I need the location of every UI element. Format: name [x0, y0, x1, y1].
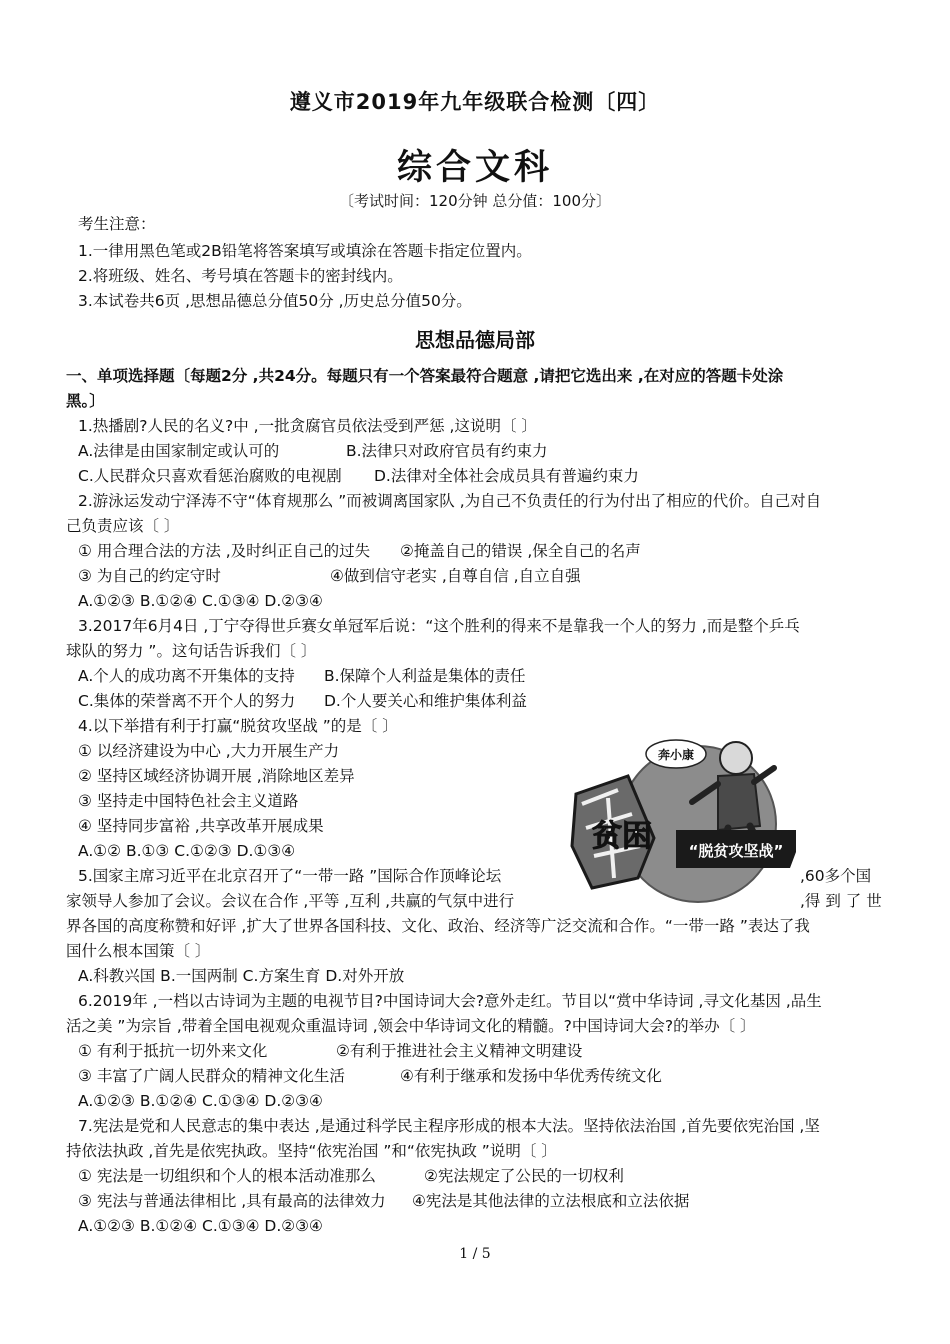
q1-option-d: D.法律对全体社会成员具有普遍约束力 [374, 467, 639, 485]
q2-stem-line1: 2.游泳运发动宁泽涛不守“体育规那么 ”而被调离国家队 ,为自己不负责任的行为付出了相应的代价。自己对自 [78, 492, 822, 510]
q3-option-a: A.个人的成功离不开集体的支持 [78, 667, 295, 685]
exam-title: 遵义市2019年九年级联合检测〔四〕 [289, 90, 661, 114]
speech-bubble-text: 奔小康 [657, 748, 695, 762]
part-heading-line1: 一、单项选择题〔每题2分 ,共24分。每题只有一个答案最符合题意 ,请把它选出来 ,在对应的答题卡处涂 [66, 367, 784, 385]
q2-statement-2: ②掩盖自己的错误 ,保全自己的名声 [400, 542, 641, 560]
notice-heading: 考生注意： [78, 215, 156, 233]
q5-line1-right: ,60多个国 [800, 867, 872, 885]
poverty-cartoon [568, 728, 808, 906]
banner-text: “脱贫攻坚战” [688, 842, 784, 860]
q3-stem-line1: 3.2017年6月4日 ,丁宁夺得世乒赛女单冠军后说：“这个胜利的得来不是靠我一个人的努力 ,而是整个乒乓 [78, 617, 800, 635]
q4-choices: A.①② B.①③ C.①②③ D.①③④ [78, 842, 296, 860]
q3-option-b: B.保障个人利益是集体的责任 [324, 667, 526, 685]
q4-statement-4: ④ 坚持同步富裕 ,共享改革开展成果 [78, 817, 324, 835]
q6-choices: A.①②③ B.①②④ C.①③④ D.②③④ [78, 1092, 323, 1110]
q5-choices: A.科教兴国 B.一国两制 C.方案生育 D.对外开放 [78, 967, 405, 985]
q5-line2-left: 家领导人参加了会议。会议在合作 ,平等 ,互利 ,共赢的气氛中进行 [66, 892, 515, 910]
q3-option-c: C.集体的荣誉离不开个人的努力 [78, 692, 296, 710]
q7-stem-line2: 持依法执政 ,首先是依宪执政。坚持“依宪治国 ”和“依宪执政 ”说明〔 〕 [66, 1142, 557, 1160]
q3-option-d: D.个人要关心和维护集体利益 [324, 692, 527, 710]
q5-line1-left: 5.国家主席习近平在北京召开了“一带一路 ”国际合作顶峰论坛 [78, 867, 502, 885]
q4-statement-1: ① 以经济建设为中心 ,大力开展生产力 [78, 742, 340, 760]
q2-statement-4: ④做到信守老实 ,自尊自信 ,自立自强 [330, 567, 581, 585]
q3-stem-line2: 球队的努力 ”。这句话告诉我们〔 〕 [66, 642, 317, 660]
notice-item-2: 2.将班级、姓名、考号填在答题卡的密封线内。 [78, 267, 403, 285]
q2-stem-line2: 己负责应该〔 〕 [66, 517, 180, 535]
q7-statement-2: ②宪法规定了公民的一切权利 [424, 1167, 624, 1185]
exam-subject: 综合文科 [396, 148, 553, 188]
q1-option-c: C.人民群众只喜欢看惩治腐败的电视剧 [78, 467, 342, 485]
q7-choices: A.①②③ B.①②④ C.①③④ D.②③④ [78, 1217, 323, 1235]
q7-stem-line1: 7.宪法是党和人民意志的集中表达 ,是通过科学民主程序形成的根本大法。坚持依法治国 ,首先要依宪治国 ,坚 [78, 1117, 820, 1135]
exam-meta: 〔考试时间：120分钟 总分值：100分〕 [338, 192, 612, 210]
q2-choices: A.①②③ B.①②④ C.①③④ D.②③④ [78, 592, 323, 610]
q6-statement-2: ②有利于推进社会主义精神文明建设 [336, 1042, 583, 1060]
notice-item-3: 3.本试卷共6页 ,思想品德总分值50分 ,历史总分值50分。 [78, 292, 472, 310]
section-title: 思想品德局部 [415, 328, 535, 352]
notice-item-1: 1.一律用黑色笔或2B铅笔将答案填写或填涂在答题卡指定位置内。 [78, 242, 532, 260]
q4-statement-2: ② 坚持区域经济协调开展 ,消除地区差异 [78, 767, 355, 785]
q5-line2-right: ,得 到 了 世 [800, 892, 882, 910]
q6-stem-line1: 6.2019年 ,一档以古诗词为主题的电视节目?中国诗词大会?意外走红。节目以“赏中华诗词 ,寻文化基因 ,品生 [78, 992, 822, 1010]
q4-stem: 4.以下举措有利于打赢“脱贫攻坚战 ”的是〔 〕 [78, 717, 398, 735]
q4-statement-3: ③ 坚持走中国特色社会主义道路 [78, 792, 299, 810]
q1-option-a: A.法律是由国家制定或认可的 [78, 442, 280, 460]
q2-statement-1: ① 用合理合法的方法 ,及时纠正自己的过失 [78, 542, 371, 560]
q5-line3: 界各国的高度称赞和好评 ,扩大了世界各国科技、文化、政治、经济等广泛交流和合作。“一带一路 ”表达了我 [66, 917, 810, 935]
q5-line4: 国什么根本国策〔 〕 [66, 942, 211, 960]
q6-statement-1: ① 有利于抵抗一切外来文化 [78, 1042, 268, 1060]
q1-option-b: B.法律只对政府官员有约束力 [346, 442, 548, 460]
q6-statement-4: ④有利于继承和发扬中华优秀传统文化 [400, 1067, 662, 1085]
q2-statement-3: ③ 为自己的约定守时 [78, 567, 221, 585]
page-number: 1 / 5 [459, 1246, 491, 1262]
runner-head [720, 742, 752, 774]
poverty-word: 贫困 [592, 819, 652, 854]
q7-statement-3: ③ 宪法与普通法律相比 ,具有最高的法律效力 [78, 1192, 386, 1210]
q6-statement-3: ③ 丰富了广阔人民群众的精神文化生活 [78, 1067, 345, 1085]
q7-statement-1: ① 宪法是一切组织和个人的根本活动准那么 [78, 1167, 376, 1185]
part-heading-line2: 黑。〕 [66, 392, 105, 410]
q7-statement-4: ④宪法是其他法律的立法根底和立法依据 [412, 1192, 690, 1210]
q1-stem: 1.热播剧?人民的名义?中 ,一批贪腐官员依法受到严惩 ,这说明〔 〕 [78, 417, 537, 435]
q6-stem-line2: 活之美 ”为宗旨 ,带着全国电视观众重温诗词 ,领会中华诗词文化的精髓。?中国诗词大会?的举办〔 〕 [66, 1017, 756, 1035]
